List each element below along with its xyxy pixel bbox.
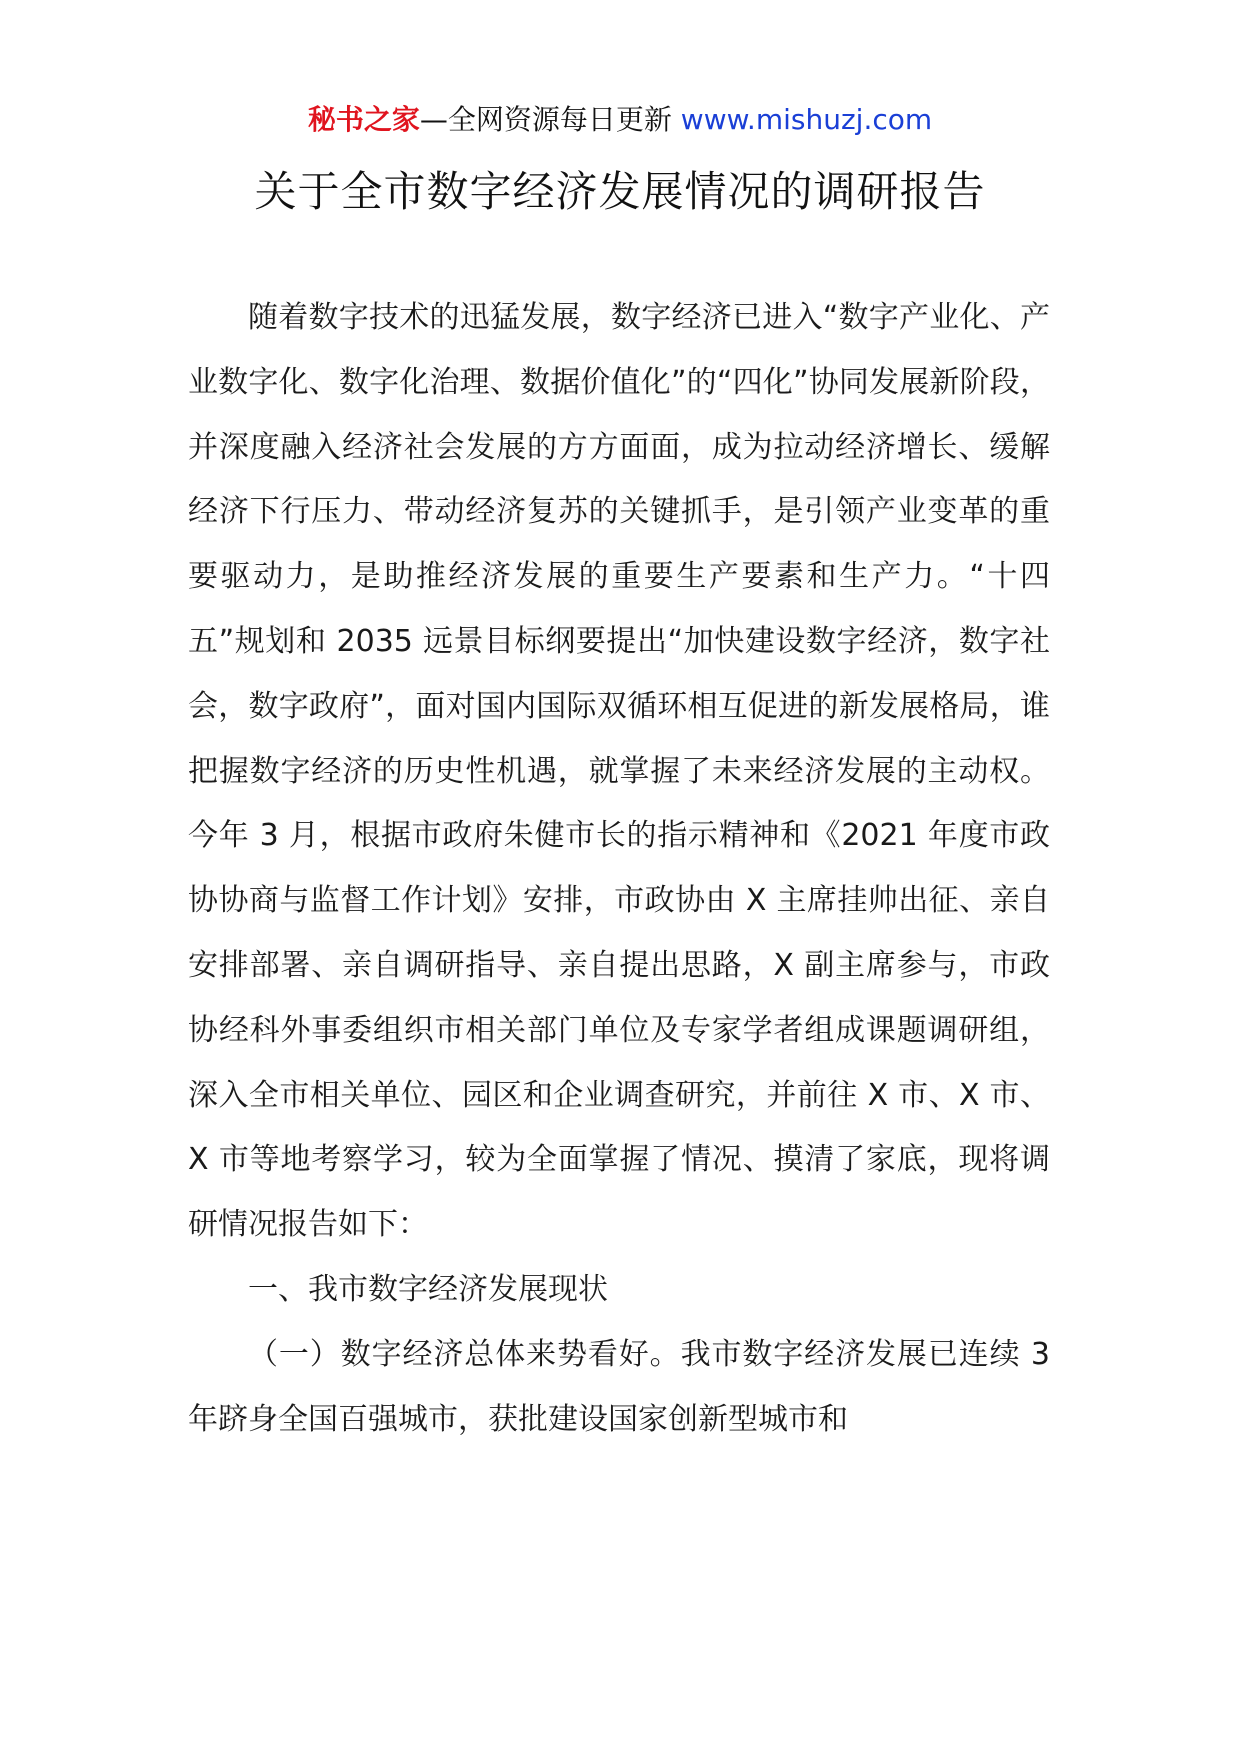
intro-paragraph: 随着数字技术的迅猛发展，数字经济已进入“数字产业化、产业数字化、数字化治理、数据价值化”的“四化”协同发展新阶段，并深度融入经济社会发展的方方面面，成为拉动经济增长、缓解经济下行压力、带动经济复苏的关键抓手，是引领产业变革的重要驱动力，是助推经济发展的重要生产要素和生产力。“十四五”规划和 2035 远景目标纲要提出“加快建设数字经济，数字社会，数字政府”，面对国内国际双循环相互促进的新发展格局，谁把握数字经济的历史性机遇，就掌握了未来经济发展的主动权。今年 3 月，根据市政府朱健市长的指示精神和《2021 年度市政协协商与监督工作计划》安排，市政协由 X 主席挂帅出征、亲自安排部署、亲自调研指导、亲自提出思路，X 副主席参与，市政协经科外事委组织市相关部门单位及专家学者组成课题调研组，深入全市相关单位、园区和企业调查研究，并前往 X 市、X 市、X 市等地考察学习，较为全面掌握了情况、摸清了家底，现将调研情况报告如下： [188, 300, 1050, 1243]
subsection-paragraph: （一）数字经济总体来势看好。我市数字经济发展已连续 3 年跻身全国百强城市，获批建设国家创新型城市和 [188, 1336, 1050, 1437]
section-heading: 一、我市数字经济发展现状 [248, 1271, 608, 1307]
document-title: 关于全市数字经济发展情况的调研报告 [254, 167, 986, 216]
brand-name: 秘书之家 [307, 103, 420, 136]
watermark-header [0, 100, 1240, 140]
site-url-link[interactable]: www.mishuzj.com [680, 103, 933, 136]
brand-slogan: —全网资源每日更新 [419, 103, 672, 136]
document-body [188, 286, 1050, 1452]
